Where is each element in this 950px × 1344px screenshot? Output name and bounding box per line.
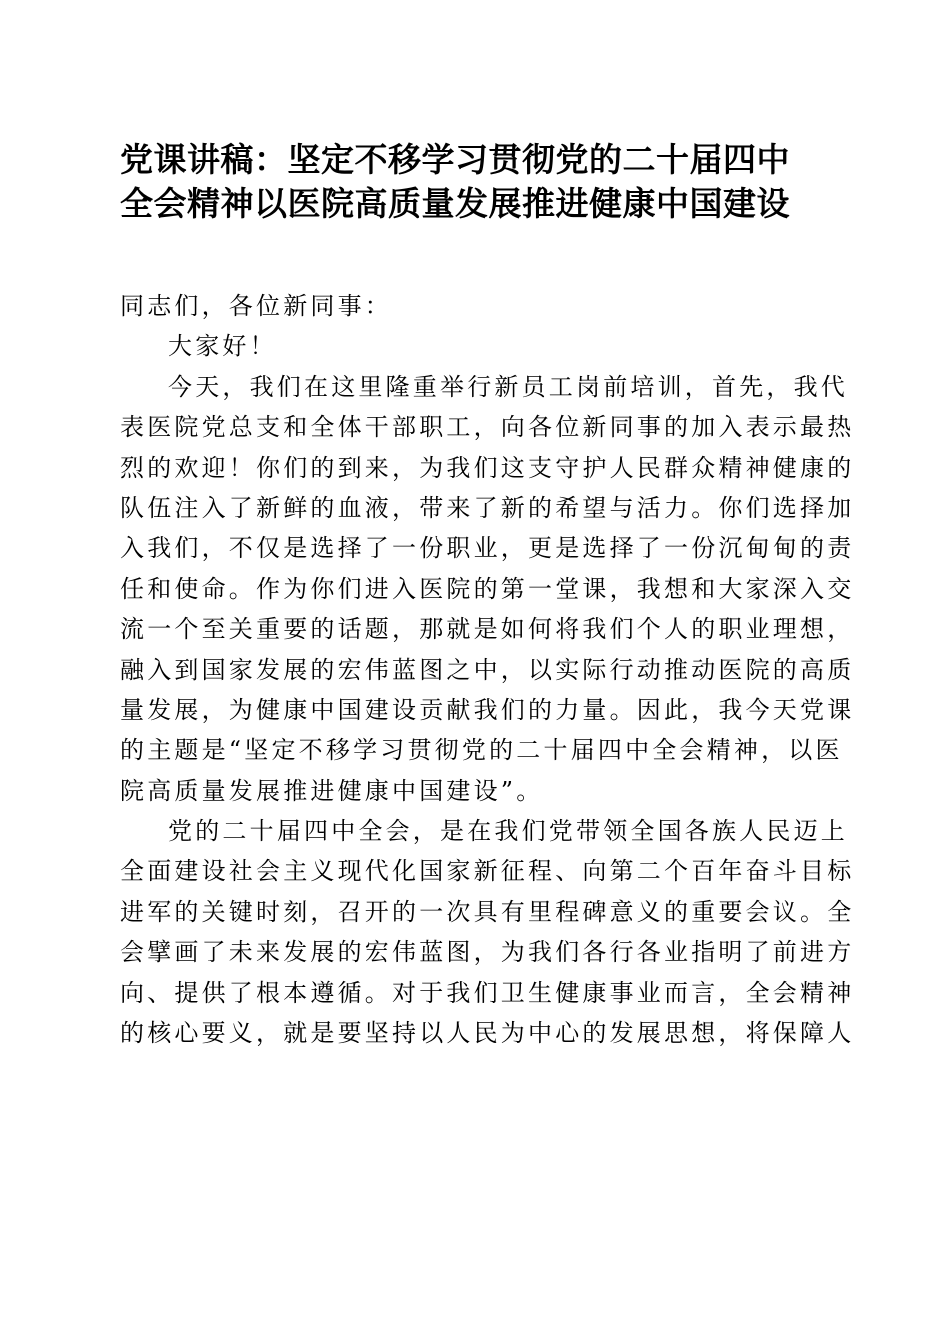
document-title [120,138,832,226]
paragraph-line: 烈的欢迎！你们的到来，为我们这支守护人民群众精神健康的 [120,453,855,482]
paragraph-line: 的核心要义，就是要坚持以人民为中心的发展思想，将保障人 [120,1019,855,1048]
paragraph-1 [120,367,855,811]
paragraph-line: 全面建设社会主义现代化国家新征程、向第二个百年奋斗目标 [120,857,855,886]
paragraph-line: 向、提供了根本遵循。对于我们卫生健康事业而言，全会精神 [120,978,855,1007]
paragraph-line: 任和使命。作为你们进入医院的第一堂课，我想和大家深入交 [120,574,855,603]
document-body [120,286,855,1053]
paragraph-line: 的主题是“坚定不移学习贯彻党的二十届四中全会精神，以医 [120,736,843,765]
paragraph-line: 入我们，不仅是选择了一份职业，更是选择了一份沉甸甸的责 [120,534,855,563]
paragraph-2 [120,811,855,1053]
paragraph-line: 队伍注入了新鲜的血液，带来了新的希望与活力。你们选择加 [120,493,855,522]
paragraph-line: 表医院党总支和全体干部职工，向各位新同事的加入表示最热 [120,413,855,442]
paragraph-line: 党的二十届四中全会，是在我们党带领全国各族人民迈上 [168,817,848,846]
paragraph-line: 流一个至关重要的话题，那就是如何将我们个人的职业理想， [120,615,855,644]
greeting: 大家好！ [168,332,277,361]
paragraph-line: 进军的关键时刻，召开的一次具有里程碑意义的重要会议。全 [120,897,855,926]
salutation: 同志们，各位新同事： [120,292,392,320]
title-line: 党课讲稿：坚定不移学习贯彻党的二十届四中 [120,140,790,179]
paragraph-line: 融入到国家发展的宏伟蓝图之中，以实际行动推动医院的高质 [120,655,855,684]
paragraph-line: 今天，我们在这里隆重举行新员工岗前培训，首先，我代 [168,372,848,401]
paragraph-line: 院高质量发展推进健康中国建设”。 [120,776,544,805]
paragraph-line: 会擘画了未来发展的宏伟蓝图，为我们各行各业指明了前进方 [120,938,855,967]
paragraph-line: 量发展，为健康中国建设贡献我们的力量。因此，我今天党课 [120,695,855,724]
title-line: 全会精神以医院高质量发展推进健康中国建设 [120,184,790,223]
